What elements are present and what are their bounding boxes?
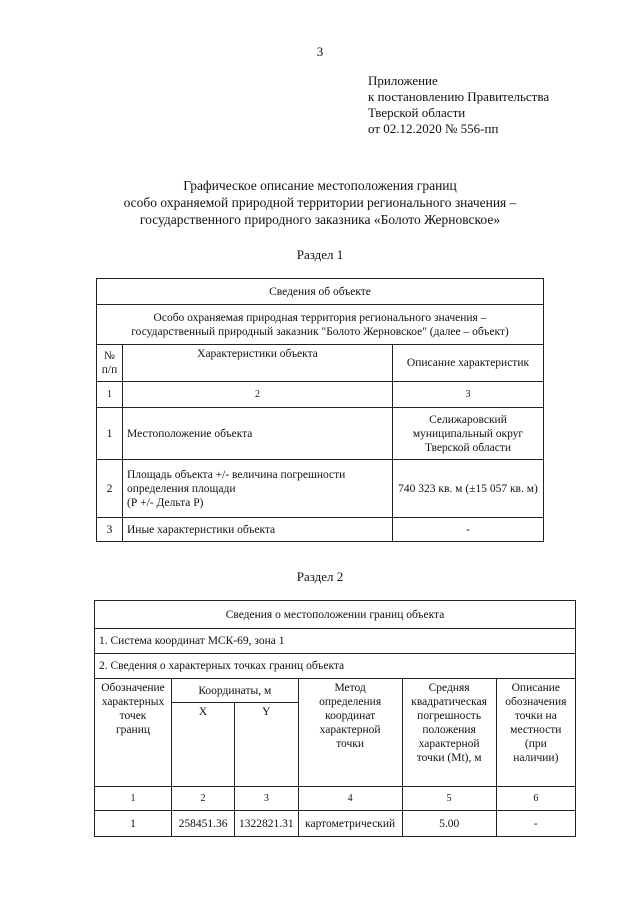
row-number: 2 [97,460,123,518]
boundary-points-table [94,600,576,837]
appendix-line: от 02.12.2020 № 556-пп [368,121,499,136]
index-cell: 2 [123,382,393,408]
header-line: характерных [101,696,165,708]
document-title [0,177,640,228]
header-line: точки на [514,710,557,722]
coordinate-x: 258451.36 [172,811,235,837]
header-line: погрешность [417,710,482,722]
header-method [298,679,402,787]
header-point-description [496,679,575,787]
coordinate-y: 1322821.31 [235,811,299,837]
header-line: наличии) [513,752,559,764]
section2-heading: Раздел 2 [296,569,344,584]
description-line: Тверской области [425,441,511,454]
row-characteristic: Местоположение объекта [123,408,393,460]
header-line: характерной [418,738,480,750]
header-x: X [172,703,235,787]
row-characteristic [123,460,393,518]
title-line: государственного природного заказника «Болото Жерновское» [139,212,501,227]
error-value: 5.00 [402,811,496,837]
header-num-line: п/п [101,364,118,376]
index-cell: 3 [393,382,544,408]
header-line: точки [336,738,365,750]
header-line: Средняя [428,682,470,694]
header-line: положения [422,724,476,736]
index-cell: 5 [402,787,496,811]
description-line: Селижаровский [429,413,507,426]
title-line: Графическое описание местоположения границ [183,178,457,193]
header-error [402,679,496,787]
header-line: Описание [511,682,560,694]
header-line: обозначения [505,696,567,708]
header-y: Y [235,703,299,787]
point-id: 1 [95,811,172,837]
header-num-line: № [104,350,115,362]
characteristic-line: Площадь объекта +/- величина погрешности [127,468,346,481]
index-cell: 1 [97,382,123,408]
header-line: характерной [319,724,381,736]
row-description: 740 323 кв. м (±15 057 кв. м) [393,460,544,518]
characteristic-line: (Р +/- Дельта Р) [127,496,204,509]
index-cell: 1 [95,787,172,811]
index-cell: 6 [496,787,575,811]
header-line: квадратическая [411,696,487,708]
title-line: особо охраняемой природной территории регионального значения – [123,195,517,210]
header-num [97,345,123,382]
header-line: Метод [334,682,366,694]
header-line: координат [325,710,376,722]
section1-heading: Раздел 1 [296,247,344,262]
row-description: - [393,518,544,542]
coordinate-system-row: 1. Система координат МСК-69, зона 1 [95,629,576,654]
method-value: картометрический [298,811,402,837]
table-caption: Сведения об объекте [97,279,544,305]
header-designation [95,679,172,787]
row-characteristic: Иные характеристики объекта [123,518,393,542]
index-cell: 2 [172,787,235,811]
header-coordinates: Координаты, м [172,679,299,703]
page-number: 3 [316,44,324,59]
index-cell: 4 [298,787,402,811]
row-number: 1 [97,408,123,460]
header-characteristics: Характеристики объекта [123,345,393,382]
points-info-row: 2. Сведения о характерных точках границ объекта [95,654,576,679]
table-row [95,811,576,837]
header-line: определения [319,696,382,708]
header-line: Обозначение [101,682,165,694]
row-description [393,408,544,460]
object-name-line: Особо охраняемая природная территория регионального значения – [153,311,487,324]
row-number: 3 [97,518,123,542]
characteristic-line: определения площади [127,482,236,495]
object-info-table [96,278,544,542]
point-description-value: - [496,811,575,837]
header-line: границ [115,724,151,736]
appendix-line: Тверской области [368,105,466,120]
header-description: Описание характеристик [393,345,544,382]
table-caption: Сведения о местоположении границ объекта [95,601,576,629]
appendix-line: Приложение [368,73,438,88]
header-line: местности (при [510,724,562,750]
description-line: муниципальный округ [412,427,524,440]
index-cell: 3 [235,787,299,811]
object-name-line: государственный природный заказник "Болото Жерновское" (далее – объект) [131,325,509,338]
table-row [97,460,544,518]
header-line: точки (Mt), м [416,752,482,764]
table-row [97,518,544,542]
appendix-block [368,73,549,137]
table-row [97,408,544,460]
appendix-line: к постановлению Правительства [368,89,550,104]
header-line: точек [119,710,147,722]
object-name-cell [97,305,544,345]
